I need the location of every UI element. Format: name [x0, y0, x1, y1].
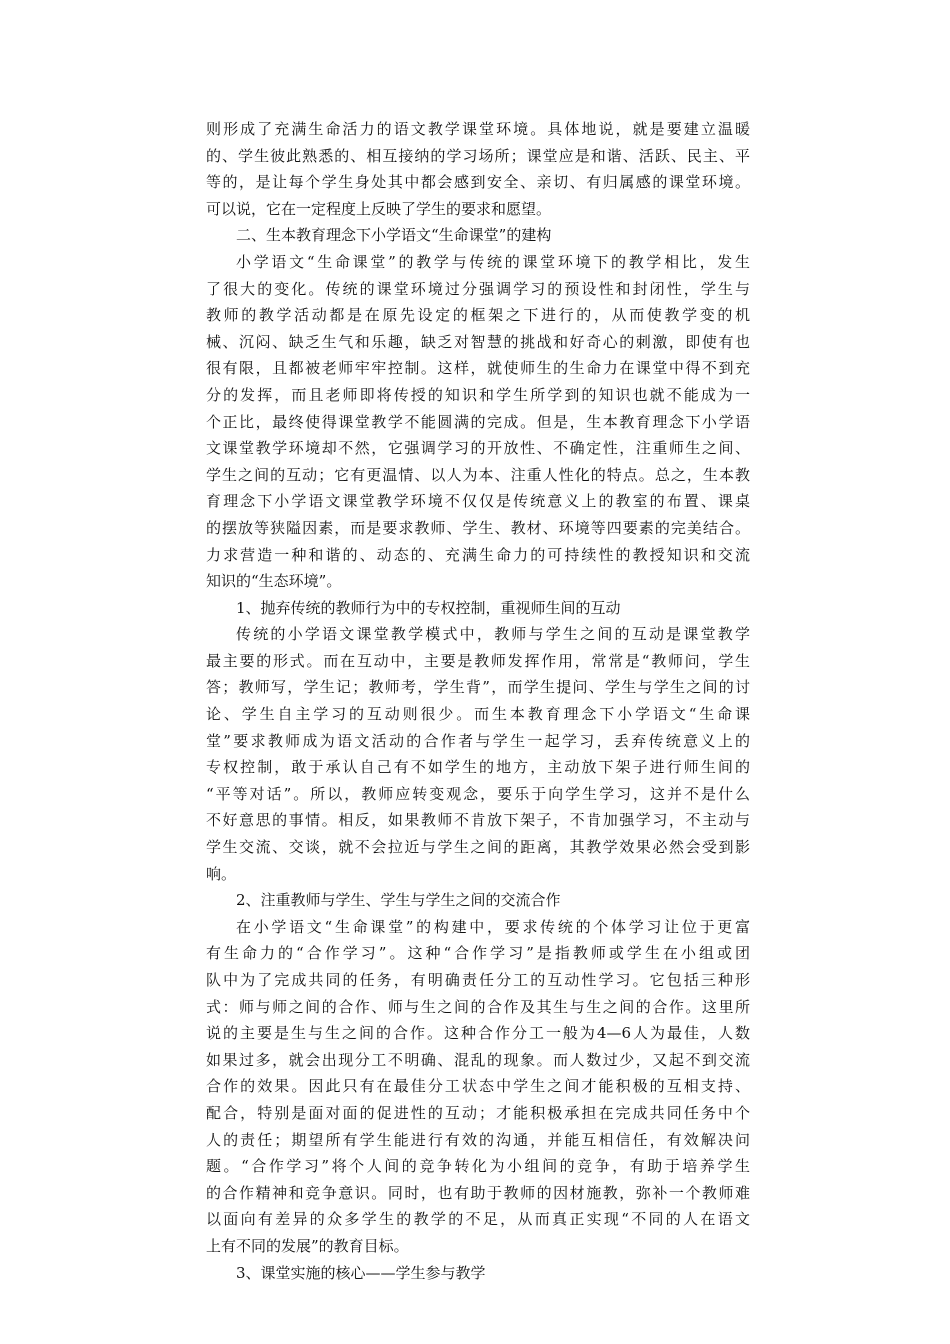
paragraph-line: 小学语文“生命课堂”的教学与传统的课堂环境下的教学相比，发生	[236, 252, 750, 271]
paragraph-line: 的摆放等狭隘因素，而是要求教师、学生、教材、环境等四要素的完美结合。	[206, 518, 750, 537]
paragraph-line: 分的发挥，而且老师即将传授的知识和学生所学到的知识也就不能成为一	[206, 385, 750, 404]
paragraph-line: 等的，是让每个学生身处其中都会感到安全、亲切、有归属感的课堂环境。	[206, 173, 750, 192]
paragraph-line: 在小学语文“生命课堂”的构建中，要求传统的个体学习让位于更富	[236, 917, 750, 936]
paragraph-line: 配合，特别是面对面的促进性的互动；才能积极承担在完成共同任务中个	[206, 1103, 750, 1122]
paragraph-line: 的、学生彼此熟悉的、相互接纳的学习场所；课堂应是和谐、活跃、民主、平	[206, 146, 750, 165]
paragraph-line: 文课堂教学环境却不然，它强调学习的开放性、不确定性，注重师生之间、	[206, 439, 750, 458]
paragraph-line: 答；教师写，学生记；教师考，学生背”，而学生提问、学生与学生之间的讨	[206, 678, 750, 697]
paragraph-line: 有生命力的“合作学习”。这种“合作学习”是指教师或学生在小组或团	[206, 944, 750, 963]
paragraph-line: 堂”要求教师成为语文活动的合作者与学生一起学习，丢弃传统意义上的	[206, 731, 750, 750]
paragraph-line: 学生之间的互动；它有更温情、以人为本、注重人性化的特点。总之，生本教	[206, 465, 750, 484]
paragraph-line: 个正比，最终使得课堂教学不能圆满的完成。但是，生本教育理念下小学语	[206, 412, 750, 431]
paragraph-line: 育理念下小学语文课堂教学环境不仅仅是传统意义上的教室的布置、课桌	[206, 492, 750, 511]
paragraph-line: 则形成了充满生命活力的语文教学课堂环境。具体地说，就是要建立温暖	[206, 120, 750, 138]
paragraph-line: 力求营造一种和谐的、动态的、充满生命力的可持续性的教授知识和交流	[206, 545, 750, 564]
paragraph-line: 以面向有差异的众多学生的教学的不足，从而真正实现“不同的人在语文	[206, 1210, 750, 1229]
paragraph-line: 可以说，它在一定程度上反映了学生的要求和愿望。	[206, 199, 552, 218]
section-heading-line: 1、抛弃传统的教师行为中的专权控制，重视师生间的互动	[236, 598, 621, 617]
section-heading-line: 二、生本教育理念下小学语文“生命课堂”的建构	[236, 226, 552, 245]
paragraph-line: 械、沉闷、缺乏生气和乐趣，缺乏对智慧的挑战和好奇心的刺激，即使有也	[206, 332, 750, 351]
paragraph-line: 学生交流、交谈，就不会拉近与学生之间的距离，其教学效果必然会受到影	[206, 838, 750, 857]
paragraph-line: 教师的教学活动都是在原先设定的框架之下进行的，从而使教学变的机	[206, 306, 750, 325]
paragraph-line: 说的主要是生与生之间的合作。这种合作分工一般为4—6人为最佳，人数	[206, 1024, 750, 1043]
paragraph-line: 很有限，且都被老师牢牢控制。这样，就使师生的生命力在课堂中得不到充	[206, 359, 750, 378]
document-body	[206, 116, 750, 1286]
paragraph-line: 论、学生自主学习的互动则很少。而生本教育理念下小学语文“生命课	[206, 705, 750, 724]
paragraph-line: 队中为了完成共同的任务，有明确责任分工的互动性学习。它包括三种形	[206, 971, 750, 989]
paragraph-line: 如果过多，就会出现分工不明确、混乱的现象。而人数过少，又起不到交流	[206, 1050, 750, 1069]
paragraph-line: 题。“合作学习”将个人间的竞争转化为小组间的竞争，有助于培养学生	[206, 1157, 750, 1176]
section-heading-line: 2、注重教师与学生、学生与学生之间的交流合作	[236, 891, 561, 910]
paragraph-line: 了很大的变化。传统的课堂环境过分强调学习的预设性和封闭性，学生与	[206, 279, 750, 298]
paragraph-line: 最主要的形式。而在互动中，主要是教师发挥作用，常常是“教师问，学生	[206, 651, 750, 670]
paragraph-line: 专权控制，敢于承认自己有不如学生的地方，主动放下架子进行师生间的	[206, 758, 750, 777]
section-heading-line: 3、课堂实施的核心——学生参与教学	[236, 1263, 486, 1282]
paragraph-line: 式：师与师之间的合作、师与生之间的合作及其生与生之间的合作。这里所	[206, 997, 750, 1016]
paragraph-line: 传统的小学语文课堂教学模式中，教师与学生之间的互动是课堂教学	[236, 625, 750, 644]
paragraph-line: 响。	[206, 864, 237, 883]
paragraph-line: 合作的效果。因此只有在最佳分工状态中学生之间才能积极的互相支持、	[206, 1077, 750, 1096]
paragraph-line: 人的责任；期望所有学生能进行有效的沟通，并能互相信任，有效解决问	[206, 1130, 750, 1149]
paragraph-line: 的合作精神和竞争意识。同时，也有助于教师的因材施教，弥补一个教师难	[206, 1183, 750, 1202]
paragraph-line: 知识的“生态环境”。	[206, 572, 342, 591]
paragraph-line: “平等对话”。所以，教师应转变观念，要乐于向学生学习，这并不是什么	[206, 784, 750, 803]
paragraph-line: 上有不同的发展”的教育目标。	[206, 1236, 409, 1255]
paragraph-line: 不好意思的事情。相反，如果教师不肯放下架子，不肯加强学习，不主动与	[206, 811, 750, 830]
